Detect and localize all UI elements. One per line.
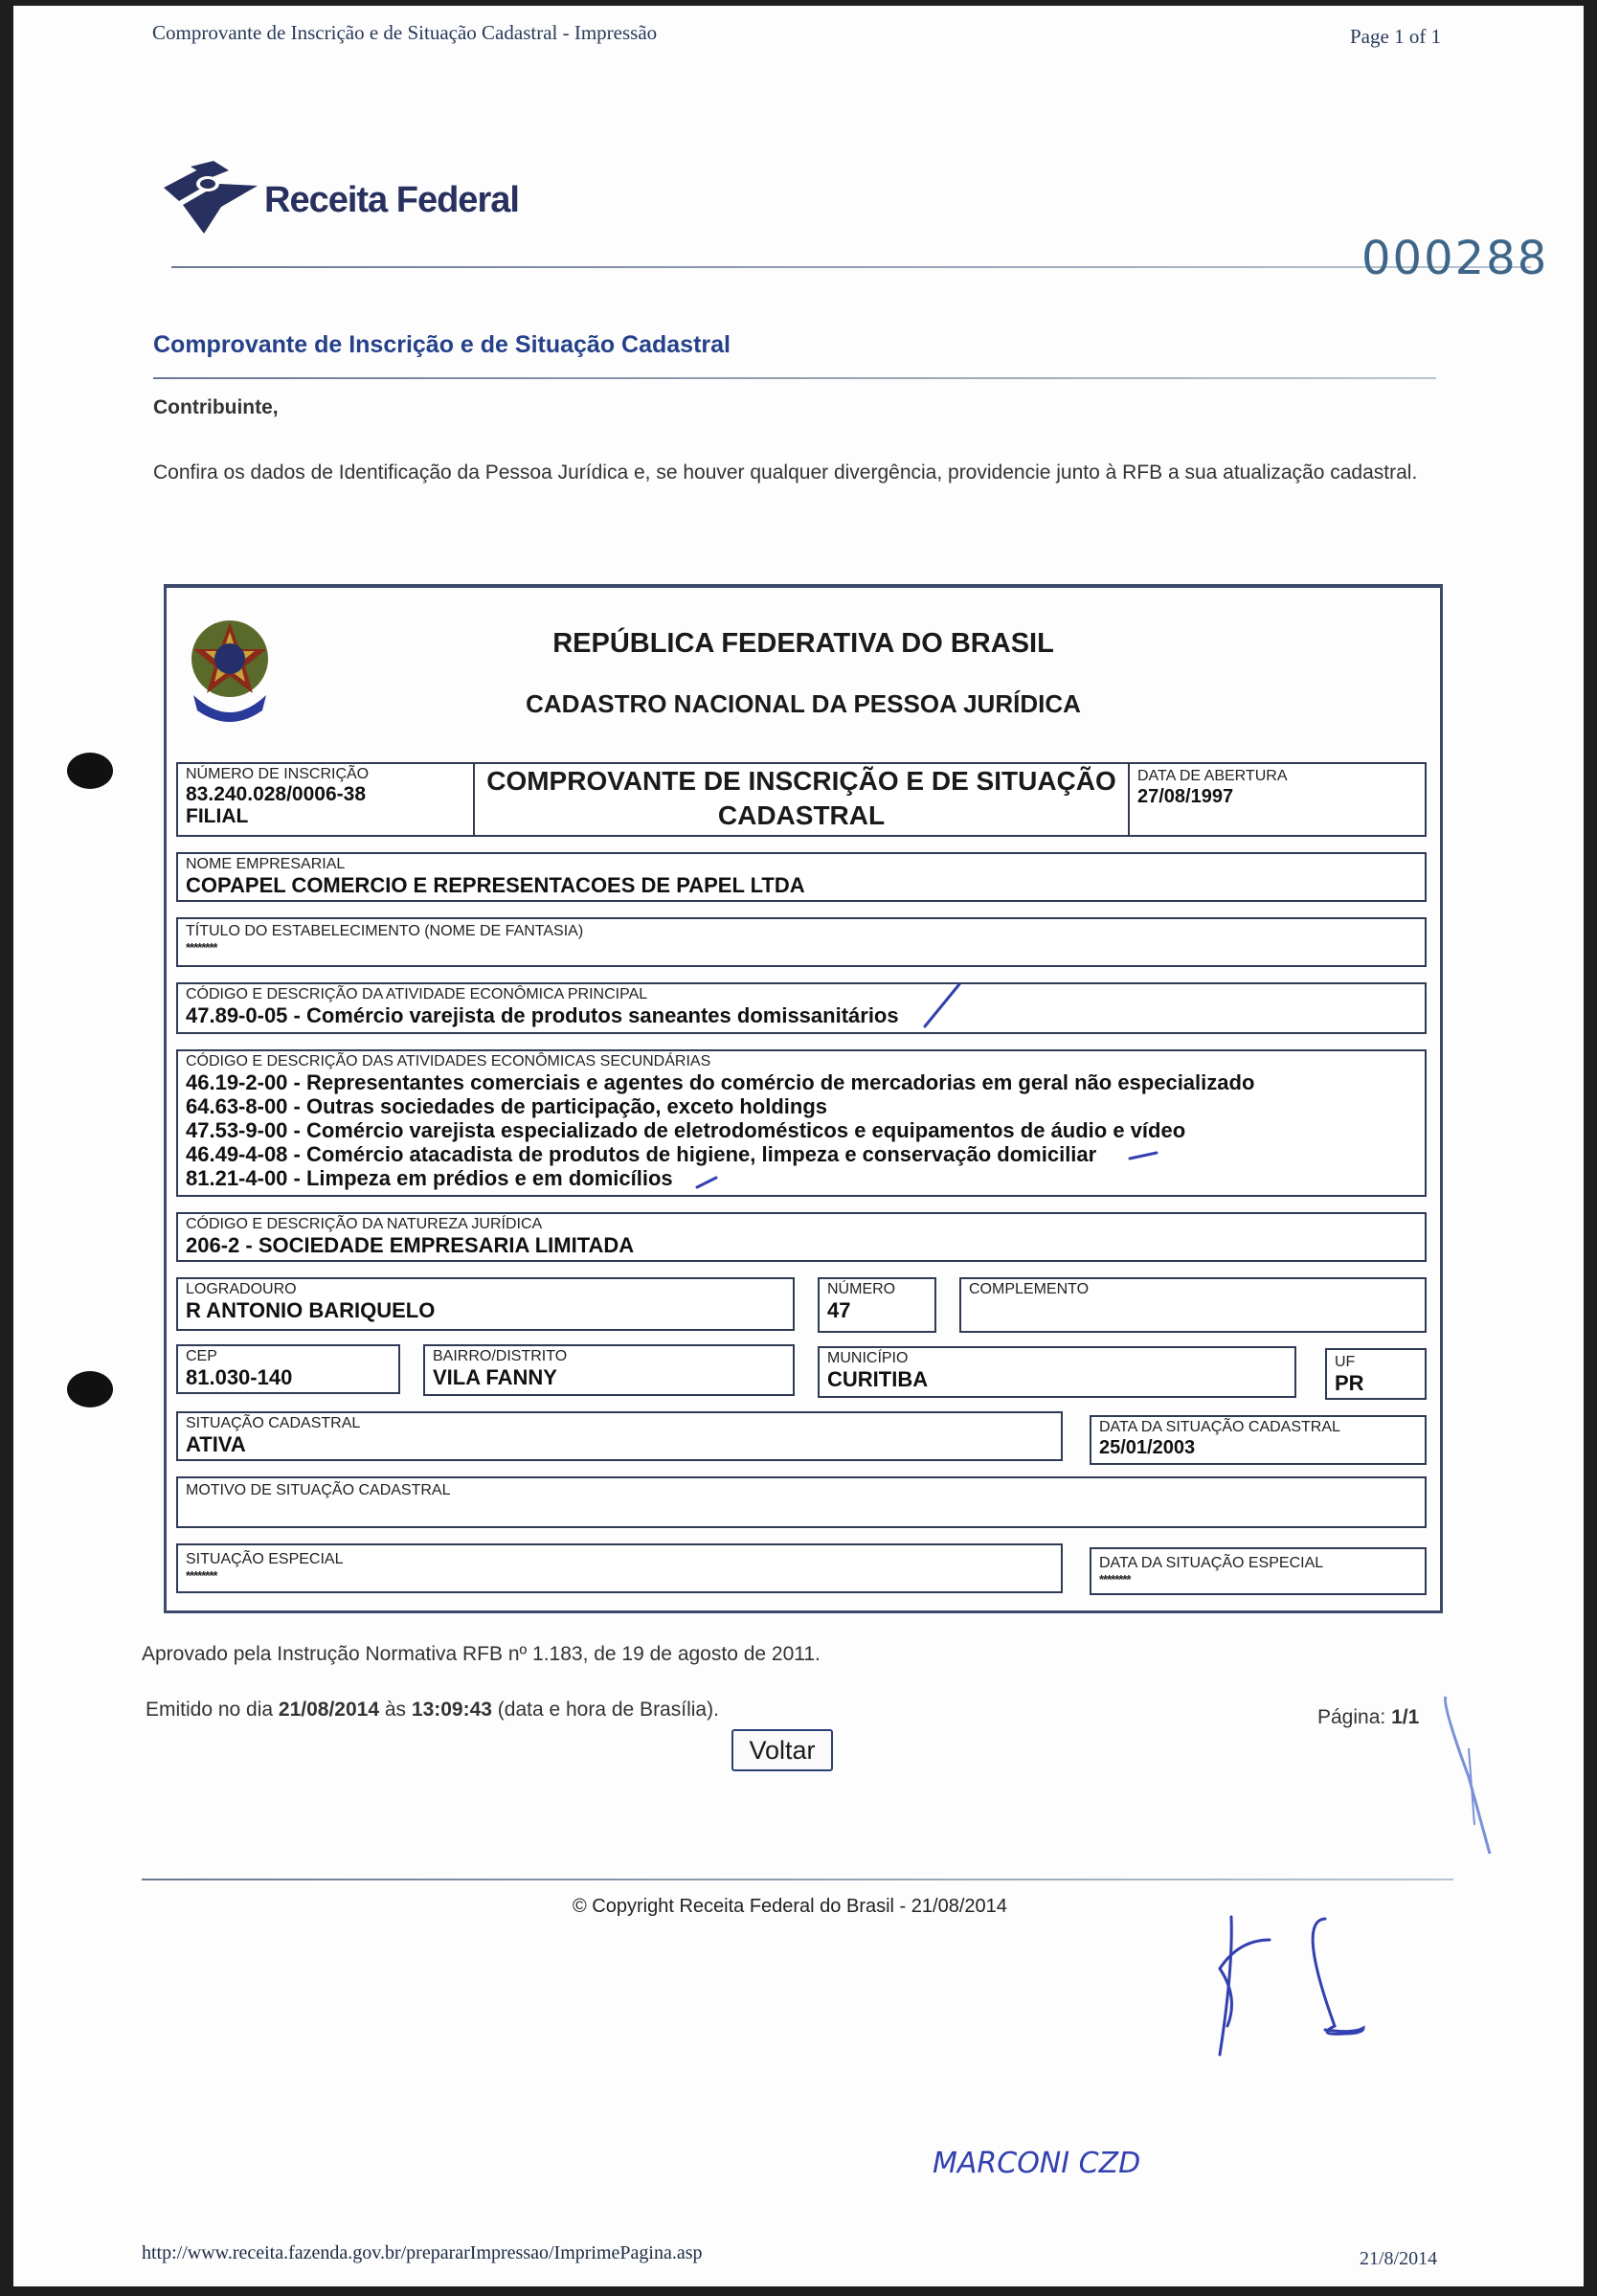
cep-field — [176, 1344, 400, 1394]
heading-republica: REPÚBLICA FEDERATIVA DO BRASIL — [552, 628, 1054, 659]
atividade-principal-value: 47.89-0-05 - Comércio varejista de produtos saneantes domissanitários — [186, 1003, 899, 1027]
receita-federal-logo-text: Receita Federal — [264, 180, 519, 220]
data-situacao-cadastral-value: 25/01/2003 — [1099, 1437, 1196, 1458]
heading-cnpj: CADASTRO NACIONAL DA PESSOA JURÍDICA — [526, 689, 1081, 718]
logradouro-field — [176, 1277, 795, 1331]
titulo-value: ******** — [186, 940, 217, 955]
field-label: CÓDIGO E DESCRIÇÃO DA NATUREZA JURÍDICA — [186, 1216, 543, 1232]
copyright: © Copyright Receita Federal do Brasil - 21/08/2014 — [573, 1896, 1007, 1917]
approval-text: Aprovado pela Instrução Normativa RFB nº 1.183, de 19 de agosto de 2011. — [142, 1643, 821, 1665]
field-label: CÓDIGO E DESCRIÇÃO DAS ATIVIDADES ECONÔMICAS SECUNDÁRIAS — [186, 1053, 711, 1069]
field-label: LOGRADOURO — [186, 1281, 297, 1297]
atividades-secundarias-field — [176, 1049, 1427, 1197]
punch-hole — [67, 1371, 113, 1407]
field-label: TÍTULO DO ESTABELECIMENTO (NOME DE FANTASIA) — [186, 923, 584, 939]
print-footer-date: 21/8/2014 — [1360, 2248, 1438, 2269]
emitted-text — [146, 1699, 719, 1722]
pen-check-mark — [693, 1172, 722, 1191]
doc-title: COMPROVANTE DE INSCRIÇÃO E DE SITUAÇÃO CADASTRAL — [486, 766, 1116, 830]
atividade-principal-field — [176, 982, 1427, 1034]
municipio-value: CURITIBA — [827, 1367, 929, 1391]
field-label: MOTIVO DE SITUAÇÃO CADASTRAL — [186, 1482, 451, 1498]
intro-message: Confira os dados de Identificação da Pessoa Jurídica e, se houver qualquer divergência, providencie junto à RFB a sua atualização cadastral. — [153, 461, 1418, 484]
situacao-especial-field — [176, 1543, 1063, 1593]
field-label: BAIRRO/DISTRITO — [433, 1348, 568, 1364]
doc-title-box — [473, 762, 1130, 837]
numero-value: 47 — [827, 1298, 851, 1322]
bairro-field — [423, 1344, 795, 1396]
data-abertura-value: 27/08/1997 — [1137, 786, 1234, 807]
cep-value: 81.030-140 — [186, 1365, 293, 1389]
page-label: Página: — [1317, 1706, 1392, 1728]
numero-field — [818, 1277, 936, 1333]
field-label: NÚMERO DE INSCRIÇÃO — [186, 766, 370, 782]
tipo-value: FILIAL — [186, 805, 249, 827]
atividade-secundaria-item: 46.49-4-08 - Comércio atacadista de produtos de higiene, limpeza e conservação domiciliar — [186, 1142, 1097, 1166]
complemento-field — [959, 1277, 1427, 1333]
emitted-date: 21/08/2014 — [278, 1699, 380, 1721]
field-label: COMPLEMENTO — [969, 1281, 1090, 1297]
logradouro-value: R ANTONIO BARIQUELO — [186, 1298, 436, 1322]
signature-initials — [1201, 1911, 1392, 2083]
print-footer-url[interactable]: http://www.receita.fazenda.gov.br/prepararImpressao/ImprimePagina.asp — [142, 2242, 703, 2263]
bairro-value: VILA FANNY — [433, 1365, 557, 1389]
page-value: 1/1 — [1391, 1706, 1420, 1728]
signature-mark — [1440, 1691, 1497, 1863]
data-situacao-especial-value: ******** — [1099, 1572, 1131, 1587]
uf-field — [1325, 1348, 1427, 1400]
field-label: DATA DA SITUAÇÃO ESPECIAL — [1099, 1555, 1324, 1571]
emitted-suffix: (data e hora de Brasília). — [491, 1699, 719, 1721]
voltar-button[interactable]: Voltar — [731, 1729, 833, 1771]
atividade-secundaria-item: 64.63-8-00 - Outras sociedades de participação, exceto holdings — [186, 1094, 828, 1118]
atividade-secundaria-item: 46.19-2-00 - Representantes comerciais e agentes do comércio de mercadorias em geral não especializado — [186, 1070, 1255, 1094]
data-situacao-cadastral-field — [1090, 1415, 1427, 1465]
field-label: CEP — [186, 1348, 217, 1364]
situacao-cadastral-field — [176, 1411, 1063, 1461]
emitted-prefix: Emitido no dia — [146, 1699, 279, 1721]
nome-empresarial-value: COPAPEL COMERCIO E REPRESENTACOES DE PAPEL LTDA — [186, 873, 805, 897]
cnpj-value: 83.240.028/0006-38 — [186, 783, 367, 805]
certificate-frame — [164, 584, 1443, 1613]
field-label: MUNICÍPIO — [827, 1350, 909, 1366]
atividade-secundaria-item: 47.53-9-00 - Comércio varejista especializado de eletrodomésticos e equipamentos de áudio e vídeo — [186, 1118, 1186, 1142]
municipio-field — [818, 1346, 1296, 1398]
page-indicator — [1317, 1706, 1419, 1729]
scanned-page — [13, 6, 1584, 2286]
numero-inscricao-field — [176, 762, 475, 837]
page-title: Comprovante de Inscrição e de Situação Cadastral — [153, 331, 731, 358]
pen-check-mark — [913, 979, 971, 1036]
divider — [153, 377, 1436, 379]
nome-empresarial-field — [176, 852, 1427, 902]
field-label: NOME EMPRESARIAL — [186, 856, 346, 872]
field-label: SITUAÇÃO CADASTRAL — [186, 1415, 361, 1431]
receita-federal-logo-icon — [162, 161, 267, 237]
print-header-page: Page 1 of 1 — [1350, 25, 1442, 48]
greeting: Contribuinte, — [153, 396, 279, 418]
natureza-juridica-field — [176, 1212, 1427, 1262]
print-header-title: Comprovante de Inscrição e de Situação Cadastral - Impressão — [152, 21, 658, 44]
field-label: CÓDIGO E DESCRIÇÃO DA ATIVIDADE ECONÔMICA PRINCIPAL — [186, 986, 648, 1002]
field-label: UF — [1335, 1354, 1356, 1370]
handwritten-note: MARCONI CZD — [933, 2147, 1141, 2180]
field-label: NÚMERO — [827, 1281, 896, 1297]
stamp-number: 000288 — [1361, 232, 1549, 285]
divider — [142, 1879, 1453, 1880]
situacao-especial-value: ******** — [186, 1568, 217, 1583]
divider — [171, 266, 1531, 268]
field-label: SITUAÇÃO ESPECIAL — [186, 1551, 344, 1567]
motivo-situacao-field — [176, 1476, 1427, 1528]
pen-check-mark — [1124, 1145, 1162, 1164]
field-label: DATA DA SITUAÇÃO CADASTRAL — [1099, 1419, 1340, 1435]
punch-hole — [67, 753, 113, 789]
field-label: DATA DE ABERTURA — [1137, 768, 1288, 784]
titulo-estabelecimento-field — [176, 917, 1427, 967]
emitted-mid: às — [379, 1699, 412, 1721]
uf-value: PR — [1335, 1371, 1364, 1395]
natureza-juridica-value: 206-2 - SOCIEDADE EMPRESARIA LIMITADA — [186, 1233, 635, 1257]
atividade-secundaria-item: 81.21-4-00 - Limpeza em prédios e em domicílios — [186, 1166, 673, 1190]
emitted-time: 13:09:43 — [411, 1699, 492, 1721]
situacao-cadastral-value: ATIVA — [186, 1432, 246, 1456]
data-abertura-field — [1128, 762, 1427, 837]
data-situacao-especial-field — [1090, 1547, 1427, 1595]
